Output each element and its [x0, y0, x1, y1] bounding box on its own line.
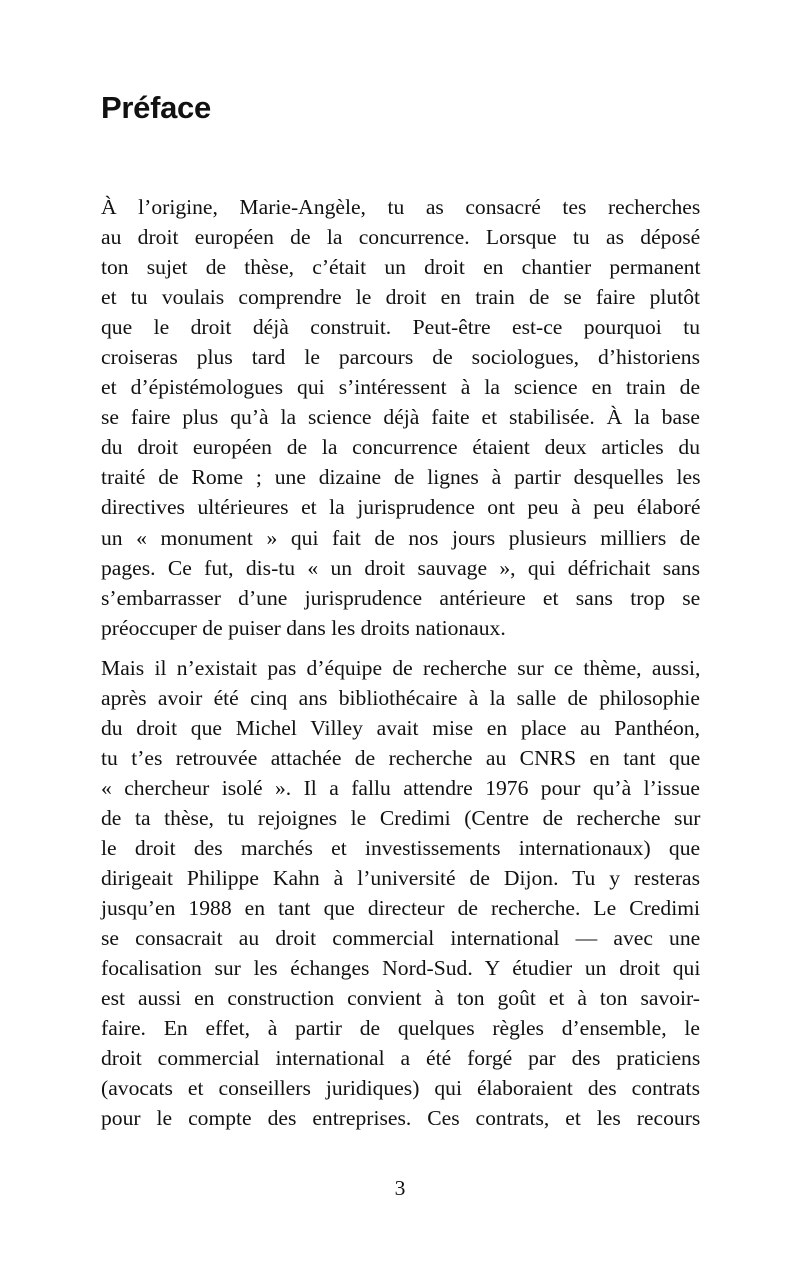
text-line: « chercheur isolé ». Il a fallu attendre 1976 pour qu’à l’issue [101, 775, 700, 800]
text-line: du droit européen de la concurrence étaient deux articles du [101, 435, 701, 460]
page-number: 3 [394, 1176, 406, 1200]
text-line: que le droit déjà construit. Peut-être est-ce pourquoi tu [101, 315, 700, 340]
text-line: ton sujet de thèse, c’était un droit en chantier permanent [101, 255, 701, 280]
text-line: pages. Ce fut, dis-tu « un droit sauvage », qui défrichait sans [101, 555, 700, 580]
text-line: un « monument » qui fait de nos jours plusieurs milliers de [101, 525, 701, 550]
text-line: dirigeait Philippe Kahn à l’université de Dijon. Tu y resteras [101, 866, 700, 891]
text-line: le droit des marchés et investissements internationaux) que [101, 835, 701, 860]
text-line: se faire plus qu’à la science déjà faite et stabilisée. À la base [101, 405, 701, 430]
text-line: tu t’es retrouvée attachée de recherche au CNRS en tant que [101, 745, 701, 770]
body-text [101, 192, 700, 1133]
text-line: préoccuper de puiser dans les droits nationaux. [101, 615, 506, 640]
text-line: et tu voulais comprendre le droit en train de se faire plutôt [101, 285, 700, 310]
text-line: pour le compte des entreprises. Ces contrats, et les recours [101, 1106, 701, 1131]
paragraph-1 [101, 192, 700, 643]
text-line: après avoir été cinq ans bibliothécaire à la salle de philosophie [101, 685, 700, 710]
paragraph-2 [101, 653, 700, 1134]
text-line: À l’origine, Marie-Angèle, tu as consacré tes recherches [101, 195, 701, 219]
text-line: droit commercial international a été forgé par des praticiens [101, 1046, 701, 1071]
text-line: jusqu’en 1988 en tant que directeur de recherche. Le Credimi [101, 896, 701, 921]
text-line: et d’épistémologues qui s’intéressent à la science en train de [101, 375, 701, 400]
text-line: Mais il n’existait pas d’équipe de recherche sur ce thème, aussi, [101, 655, 701, 680]
text-line: faire. En effet, à partir de quelques règles d’ensemble, le [101, 1016, 700, 1041]
text-line: (avocats et conseillers juridiques) qui élaboraient des contrats [101, 1076, 700, 1101]
text-line: se consacrait au droit commercial international — avec une [101, 926, 701, 951]
text-line: traité de Rome ; une dizaine de lignes à partir desquelles les [101, 465, 701, 490]
text-line: au droit européen de la concurrence. Lorsque tu as déposé [101, 225, 701, 250]
text-line: s’embarrasser d’une jurisprudence antérieure et sans trop se [101, 585, 701, 610]
text-line: directives ultérieures et la jurisprudence ont peu à peu élaboré [101, 495, 701, 520]
page-title: Préface [101, 90, 211, 125]
text-line: focalisation sur les échanges Nord-Sud. Y étudier un droit qui [101, 956, 701, 981]
text-line: de ta thèse, tu rejoignes le Credimi (Centre de recherche sur [101, 805, 701, 830]
text-line: est aussi en construction convient à ton goût et à ton savoir- [101, 986, 700, 1011]
text-line: du droit que Michel Villey avait mise en place au Panthéon, [101, 715, 700, 740]
text-line: croiseras plus tard le parcours de sociologues, d’historiens [101, 345, 700, 370]
